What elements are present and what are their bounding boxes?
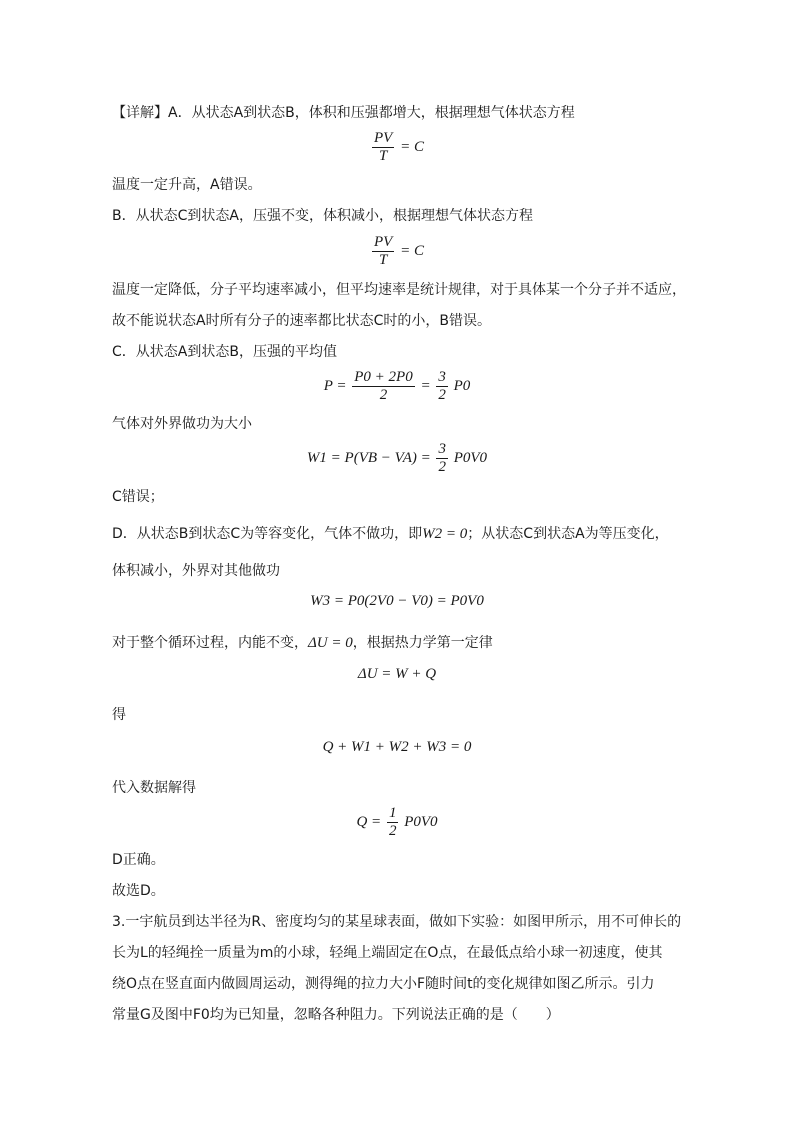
solution-line-9-part-2: ；从状态C到状态A为等压变化，	[467, 526, 669, 542]
solution-line-11	[112, 633, 493, 653]
equation-sum: Q + W1 + W2 + W3 = 0	[322, 739, 472, 755]
eq3-lhs: P =	[323, 377, 347, 394]
solution-line-8: C错误；	[112, 489, 164, 505]
eq1-rhs: = C	[400, 138, 424, 155]
eq3-tail: P0	[453, 377, 471, 394]
solution-line-7: 气体对外界做功为大小	[112, 416, 252, 432]
solution-line-12: 得	[112, 707, 126, 723]
eq8-lhs: Q =	[356, 813, 382, 830]
equation-result	[0, 805, 794, 840]
solution-line-9	[112, 524, 669, 544]
eq4-denominator: 2	[438, 459, 446, 475]
equation-first-law: ΔU = W + Q	[357, 666, 437, 682]
equation-work-1	[0, 441, 794, 476]
solution-line-6: C．从状态A到状态B，压强的平均值	[112, 344, 337, 360]
eq8-numerator: 1	[388, 805, 397, 821]
eq2-rhs: = C	[400, 242, 424, 259]
solution-line-4: 温度一定降低，分子平均速率减小，但平均速率是统计规律，对于具体某一个分子并不适应，	[112, 282, 686, 298]
solution-line-13: 代入数据解得	[112, 780, 196, 796]
equation-work-3: W3 = P0(2V0 − V0) = P0V0	[310, 593, 484, 609]
eq4-tail: P0V0	[453, 449, 488, 466]
solution-line-15: 故选D。	[112, 883, 165, 899]
eq8-tail: P0V0	[404, 813, 438, 830]
inline-equation-du: ΔU = 0	[308, 635, 353, 651]
eq3-numerator-2: 3	[438, 369, 446, 385]
solution-line-9-part-1: D．从状态B到状态C为等容变化，气体不做功，即	[112, 526, 423, 542]
equation-state-2	[0, 234, 794, 269]
equation-average-pressure	[0, 369, 794, 404]
solution-line-11-part-1: 对于整个循环过程，内能不变，	[112, 635, 308, 651]
eq3-denominator: 2	[379, 387, 388, 403]
solution-line-2: 温度一定升高，A错误。	[112, 177, 262, 193]
question-3-line-1: 3.一宇航员到达半径为R、密度均匀的某星球表面，做如下实验：如图甲所示，用不可伸长的	[112, 914, 682, 930]
solution-line-11-part-2: ，根据热力学第一定律	[352, 635, 493, 651]
question-3-line-2: 长为L的轻绳拴一质量为m的小球，轻绳上端固定在O点，在最低点给小球一初速度，使其	[112, 945, 663, 961]
eq1-denominator: T	[379, 148, 388, 164]
eq8-denominator: 2	[388, 823, 397, 839]
solution-line-5: 故不能说状态A时所有分子的速率都比状态C时的小，B错误。	[112, 313, 491, 329]
solution-line-10: 体积减小，外界对其他做功	[112, 563, 280, 579]
eq4-text: W1 = P(VB − VA) =	[306, 449, 431, 466]
eq3-denominator-2: 2	[438, 387, 446, 403]
eq2-denominator: T	[379, 252, 388, 268]
eq1-numerator: PV	[374, 130, 393, 146]
solution-line-1: 【详解】A．从状态A到状态B，体积和压强都增大，根据理想气体状态方程	[112, 105, 575, 121]
eq3-numerator: P0 + 2P0	[354, 369, 413, 385]
solution-line-14: D正确。	[112, 852, 165, 868]
question-3-line-3: 绕O点在竖直面内做圆周运动，测得绳的拉力大小F随时间t的变化规律如图乙所示。引力	[112, 976, 655, 992]
inline-equation-w2: W2 = 0	[422, 526, 468, 542]
solution-line-3: B．从状态C到状态A，压强不变，体积减小，根据理想气体状态方程	[112, 208, 533, 224]
equation-state-1	[0, 130, 794, 165]
eq3-mid: =	[420, 377, 431, 394]
eq4-numerator: 3	[438, 441, 446, 457]
question-3-line-4: 常量G及图中F0均为已知量，忽略各种阻力。下列说法正确的是（ ）	[112, 1007, 560, 1023]
eq2-numerator: PV	[374, 234, 393, 250]
